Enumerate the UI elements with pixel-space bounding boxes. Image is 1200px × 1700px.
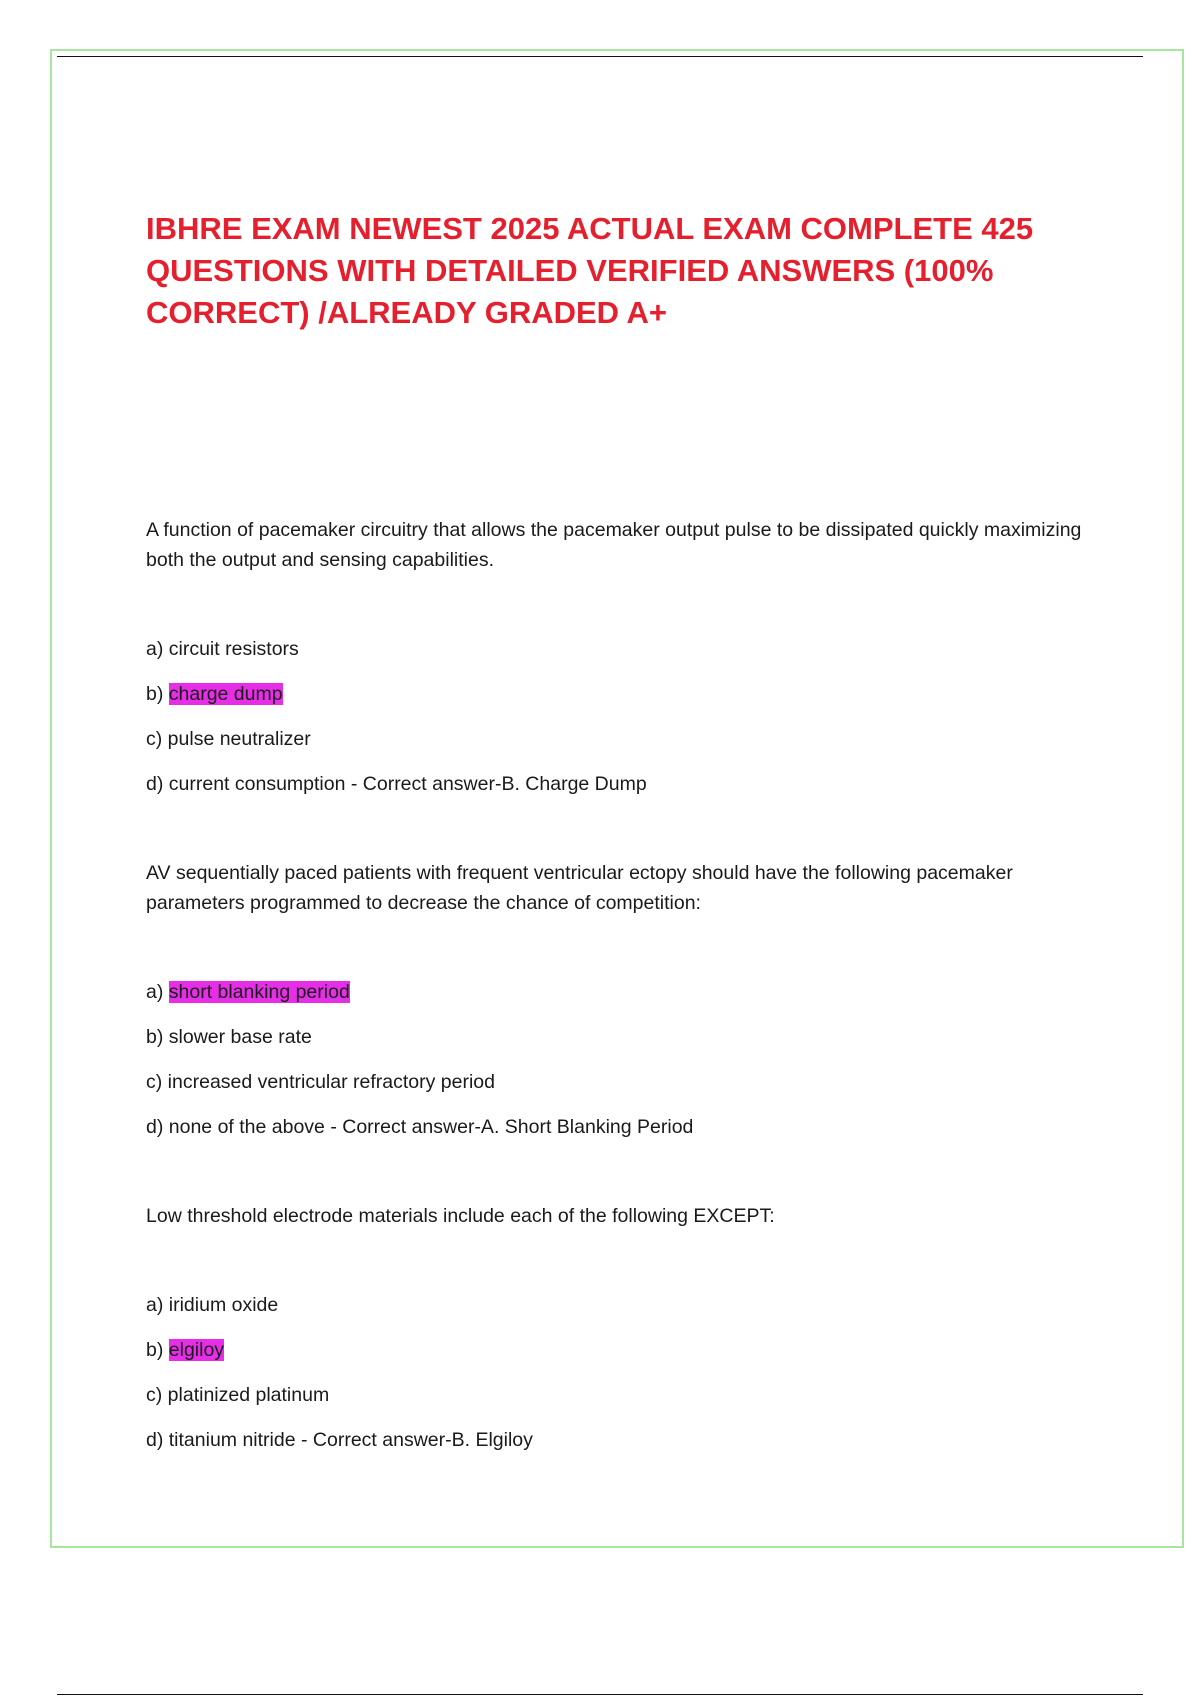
option-text: platinized platinum [167,1384,330,1406]
question-text-2: AV sequentially paced patients with frequent ventricular ectopy should have the following pacemaker parameters programmed to decrease the chance of competition: [146,862,1013,914]
option-prefix: c) [146,1071,168,1093]
option-prefix: b) [146,683,169,705]
highlighted-answer: elgiloy [168,1339,225,1361]
question-list [146,515,1106,1514]
option-text: circuit resistors [168,638,299,660]
correct-answer-text: - Correct answer-B. Elgiloy [295,1429,533,1451]
question-text-1: A function of pacemaker circuitry that allows the pacemaker output pulse to be dissipated quickly maximizing both the output and sensing capabilities. [146,519,1082,571]
correct-answer-text: - Correct answer-B. Charge Dump [345,773,647,795]
option-item [146,724,1106,754]
option-prefix: a) [146,638,169,660]
option-item [146,1335,1106,1365]
option-text: slower base rate [168,1026,312,1048]
option-item [146,769,1106,799]
option-item [146,1067,1106,1097]
option-text: pulse neutralizer [167,728,311,750]
option-item [146,1112,1106,1142]
option-prefix: a) [146,981,169,1003]
option-text: iridium oxide [168,1294,279,1316]
option-text: increased ventricular refractory period [167,1071,495,1093]
option-list-2 [146,977,1106,1142]
option-text: none of the above [168,1116,325,1138]
option-text: titanium nitride [168,1429,296,1451]
option-prefix: d) [146,773,169,795]
option-item [146,977,1106,1007]
option-prefix: b) [146,1026,169,1048]
option-prefix: c) [146,728,168,750]
question-block-2 [146,858,1106,1142]
top-rule [57,56,1143,57]
option-item [146,634,1106,664]
question-block-1 [146,515,1106,799]
option-list-3 [146,1290,1106,1455]
option-prefix: a) [146,1294,169,1316]
option-item [146,1425,1106,1455]
option-item [146,1022,1106,1052]
document-title: IBHRE EXAM NEWEST 2025 ACTUAL EXAM COMPLETE 425 QUESTIONS WITH DETAILED VERIFIED ANSWERS (100% CORRECT) /ALREADY GRADED A+ [146,211,1034,330]
option-list-1 [146,634,1106,799]
option-item [146,1290,1106,1320]
option-prefix: c) [146,1384,168,1406]
option-prefix: d) [146,1116,169,1138]
option-item [146,679,1106,709]
highlighted-answer: charge dump [168,683,283,705]
correct-answer-text: - Correct answer-A. Short Blanking Period [324,1116,694,1138]
bottom-rule [57,1694,1143,1695]
highlighted-answer: short blanking period [168,981,350,1003]
question-text-3: Low threshold electrode materials include each of the following EXCEPT: [146,1205,775,1227]
option-prefix: b) [146,1339,169,1361]
option-item [146,1380,1106,1410]
option-prefix: d) [146,1429,169,1451]
question-block-3 [146,1201,1106,1455]
option-text: current consumption [168,773,346,795]
